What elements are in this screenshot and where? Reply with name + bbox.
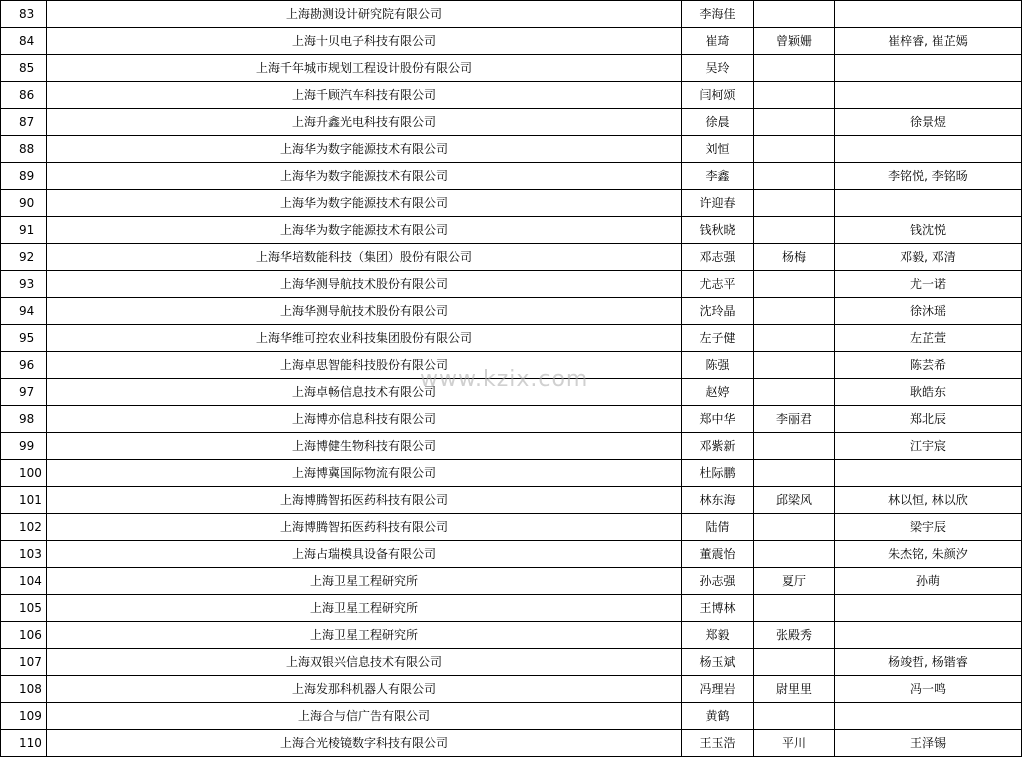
- table-row: [1, 568, 1022, 595]
- person-name-cell: 邓紫新: [682, 433, 754, 460]
- company-name-cell: 上海千年城市规划工程设计股份有限公司: [47, 55, 682, 82]
- company-name-cell: 上海华为数字能源技术有限公司: [47, 163, 682, 190]
- company-name-cell: 上海占瑞模具设备有限公司: [47, 541, 682, 568]
- company-name-cell: 上海博冀国际物流有限公司: [47, 460, 682, 487]
- family-members-cell: [835, 190, 1022, 217]
- family-members-cell: 左芷萱: [835, 325, 1022, 352]
- table-row: [1, 433, 1022, 460]
- co-person-cell: [754, 325, 835, 352]
- row-number-cell: 98: [1, 406, 47, 433]
- company-name-cell: 上海博腾智拓医药科技有限公司: [47, 514, 682, 541]
- family-members-cell: [835, 136, 1022, 163]
- family-members-cell: 王泽锡: [835, 730, 1022, 757]
- company-name-cell: 上海千顾汽车科技有限公司: [47, 82, 682, 109]
- person-name-cell: 赵婷: [682, 379, 754, 406]
- co-person-cell: 张殿秀: [754, 622, 835, 649]
- table-row: [1, 352, 1022, 379]
- row-number-cell: 110: [1, 730, 47, 757]
- table-row: [1, 595, 1022, 622]
- co-person-cell: [754, 55, 835, 82]
- person-name-cell: 钱秋晓: [682, 217, 754, 244]
- company-name-cell: 上海华为数字能源技术有限公司: [47, 190, 682, 217]
- family-members-cell: 杨竣哲, 杨锴睿: [835, 649, 1022, 676]
- table-row: [1, 487, 1022, 514]
- family-members-cell: 尤一诺: [835, 271, 1022, 298]
- company-name-cell: 上海华培数能科技（集团）股份有限公司: [47, 244, 682, 271]
- co-person-cell: 李丽君: [754, 406, 835, 433]
- family-members-cell: 徐景煜: [835, 109, 1022, 136]
- row-number-cell: 105: [1, 595, 47, 622]
- co-person-cell: [754, 352, 835, 379]
- person-name-cell: 许迎春: [682, 190, 754, 217]
- company-name-cell: 上海合与信广告有限公司: [47, 703, 682, 730]
- family-members-cell: [835, 82, 1022, 109]
- person-name-cell: 李鑫: [682, 163, 754, 190]
- table-row: [1, 190, 1022, 217]
- co-person-cell: 平川: [754, 730, 835, 757]
- family-members-cell: [835, 460, 1022, 487]
- row-number-cell: 104: [1, 568, 47, 595]
- family-members-cell: 冯一鸣: [835, 676, 1022, 703]
- person-name-cell: 王玉浩: [682, 730, 754, 757]
- table-row: [1, 244, 1022, 271]
- row-number-cell: 103: [1, 541, 47, 568]
- co-person-cell: 邱梁风: [754, 487, 835, 514]
- row-number-cell: 88: [1, 136, 47, 163]
- person-name-cell: 尤志平: [682, 271, 754, 298]
- family-members-cell: 陈芸希: [835, 352, 1022, 379]
- person-name-cell: 陆倩: [682, 514, 754, 541]
- watermark: www.kzix.com: [420, 367, 589, 392]
- row-number-cell: 89: [1, 163, 47, 190]
- person-name-cell: 郑中华: [682, 406, 754, 433]
- table-row: [1, 622, 1022, 649]
- co-person-cell: [754, 82, 835, 109]
- co-person-cell: 夏厅: [754, 568, 835, 595]
- co-person-cell: [754, 541, 835, 568]
- company-name-cell: 上海十贝电子科技有限公司: [47, 28, 682, 55]
- company-name-cell: 上海卓思智能科技股份有限公司: [47, 352, 682, 379]
- table-row: [1, 676, 1022, 703]
- family-members-cell: 李铭悦, 李铭旸: [835, 163, 1022, 190]
- company-name-cell: 上海卫星工程研究所: [47, 568, 682, 595]
- table-row: [1, 460, 1022, 487]
- row-number-cell: 102: [1, 514, 47, 541]
- row-number-cell: 101: [1, 487, 47, 514]
- co-person-cell: [754, 1, 835, 28]
- person-name-cell: 崔琦: [682, 28, 754, 55]
- person-name-cell: 李海佳: [682, 1, 754, 28]
- company-name-cell: 上海博腾智拓医药科技有限公司: [47, 487, 682, 514]
- table-row: [1, 649, 1022, 676]
- row-number-cell: 99: [1, 433, 47, 460]
- company-name-cell: 上海卫星工程研究所: [47, 622, 682, 649]
- roster-body: [1, 1, 1022, 757]
- family-members-cell: [835, 55, 1022, 82]
- person-name-cell: 杨玉斌: [682, 649, 754, 676]
- company-name-cell: 上海华为数字能源技术有限公司: [47, 217, 682, 244]
- row-number-cell: 109: [1, 703, 47, 730]
- row-number-cell: 95: [1, 325, 47, 352]
- family-members-cell: 朱杰铭, 朱颜汐: [835, 541, 1022, 568]
- table-row: [1, 28, 1022, 55]
- company-name-cell: 上海华测导航技术股份有限公司: [47, 298, 682, 325]
- row-number-cell: 91: [1, 217, 47, 244]
- co-person-cell: [754, 190, 835, 217]
- table-row: [1, 271, 1022, 298]
- co-person-cell: [754, 703, 835, 730]
- company-name-cell: 上海博健生物科技有限公司: [47, 433, 682, 460]
- co-person-cell: [754, 109, 835, 136]
- person-name-cell: 冯理岩: [682, 676, 754, 703]
- family-members-cell: [835, 595, 1022, 622]
- person-name-cell: 郑毅: [682, 622, 754, 649]
- co-person-cell: 尉里里: [754, 676, 835, 703]
- co-person-cell: [754, 649, 835, 676]
- row-number-cell: 100: [1, 460, 47, 487]
- person-name-cell: 左子健: [682, 325, 754, 352]
- company-name-cell: 上海华为数字能源技术有限公司: [47, 136, 682, 163]
- person-name-cell: 陈强: [682, 352, 754, 379]
- person-name-cell: 杜际鹏: [682, 460, 754, 487]
- table-row: [1, 325, 1022, 352]
- family-members-cell: [835, 703, 1022, 730]
- co-person-cell: [754, 298, 835, 325]
- co-person-cell: [754, 379, 835, 406]
- person-name-cell: 王博林: [682, 595, 754, 622]
- co-person-cell: [754, 271, 835, 298]
- table-row: [1, 406, 1022, 433]
- table-row: [1, 1, 1022, 28]
- family-members-cell: 江宇宸: [835, 433, 1022, 460]
- row-number-cell: 94: [1, 298, 47, 325]
- row-number-cell: 93: [1, 271, 47, 298]
- company-name-cell: 上海勘测设计研究院有限公司: [47, 1, 682, 28]
- row-number-cell: 90: [1, 190, 47, 217]
- person-name-cell: 孙志强: [682, 568, 754, 595]
- family-members-cell: 林以恒, 林以欣: [835, 487, 1022, 514]
- co-person-cell: 曾颖姗: [754, 28, 835, 55]
- person-name-cell: 董震怡: [682, 541, 754, 568]
- row-number-cell: 87: [1, 109, 47, 136]
- family-members-cell: [835, 1, 1022, 28]
- table-row: [1, 379, 1022, 406]
- table-row: [1, 82, 1022, 109]
- person-name-cell: 邓志强: [682, 244, 754, 271]
- family-members-cell: 崔梓睿, 崔芷嫣: [835, 28, 1022, 55]
- family-members-cell: [835, 622, 1022, 649]
- table-row: [1, 163, 1022, 190]
- person-name-cell: 徐晨: [682, 109, 754, 136]
- table-row: [1, 514, 1022, 541]
- person-name-cell: 沈玲晶: [682, 298, 754, 325]
- co-person-cell: [754, 136, 835, 163]
- person-name-cell: 闫柯颂: [682, 82, 754, 109]
- co-person-cell: [754, 433, 835, 460]
- family-members-cell: 梁宇辰: [835, 514, 1022, 541]
- row-number-cell: 108: [1, 676, 47, 703]
- row-number-cell: 106: [1, 622, 47, 649]
- family-members-cell: 邓毅, 邓清: [835, 244, 1022, 271]
- table-row: [1, 541, 1022, 568]
- table-row: [1, 109, 1022, 136]
- co-person-cell: 杨梅: [754, 244, 835, 271]
- company-name-cell: 上海卓畅信息技术有限公司: [47, 379, 682, 406]
- table-row: [1, 703, 1022, 730]
- table-row: [1, 730, 1022, 757]
- row-number-cell: 96: [1, 352, 47, 379]
- row-number-cell: 107: [1, 649, 47, 676]
- co-person-cell: [754, 217, 835, 244]
- row-number-cell: 83: [1, 1, 47, 28]
- co-person-cell: [754, 595, 835, 622]
- family-members-cell: 徐沐瑶: [835, 298, 1022, 325]
- person-name-cell: 刘恒: [682, 136, 754, 163]
- co-person-cell: [754, 460, 835, 487]
- family-members-cell: 耿皓东: [835, 379, 1022, 406]
- company-name-cell: 上海华维可控农业科技集团股份有限公司: [47, 325, 682, 352]
- row-number-cell: 86: [1, 82, 47, 109]
- row-number-cell: 85: [1, 55, 47, 82]
- person-name-cell: 林东海: [682, 487, 754, 514]
- family-members-cell: 孙萌: [835, 568, 1022, 595]
- row-number-cell: 92: [1, 244, 47, 271]
- company-name-cell: 上海博亦信息科技有限公司: [47, 406, 682, 433]
- table-row: [1, 217, 1022, 244]
- table-row: [1, 136, 1022, 163]
- company-name-cell: 上海双银兴信息技术有限公司: [47, 649, 682, 676]
- company-name-cell: 上海华测导航技术股份有限公司: [47, 271, 682, 298]
- company-name-cell: 上海合光棱镜数字科技有限公司: [47, 730, 682, 757]
- table-row: [1, 298, 1022, 325]
- row-number-cell: 97: [1, 379, 47, 406]
- company-name-cell: 上海发那科机器人有限公司: [47, 676, 682, 703]
- row-number-cell: 84: [1, 28, 47, 55]
- table-row: [1, 55, 1022, 82]
- person-name-cell: 黄鹤: [682, 703, 754, 730]
- company-name-cell: 上海升鑫光电科技有限公司: [47, 109, 682, 136]
- family-members-cell: 郑北辰: [835, 406, 1022, 433]
- family-members-cell: 钱沈悦: [835, 217, 1022, 244]
- company-name-cell: 上海卫星工程研究所: [47, 595, 682, 622]
- person-name-cell: 吴玲: [682, 55, 754, 82]
- co-person-cell: [754, 514, 835, 541]
- co-person-cell: [754, 163, 835, 190]
